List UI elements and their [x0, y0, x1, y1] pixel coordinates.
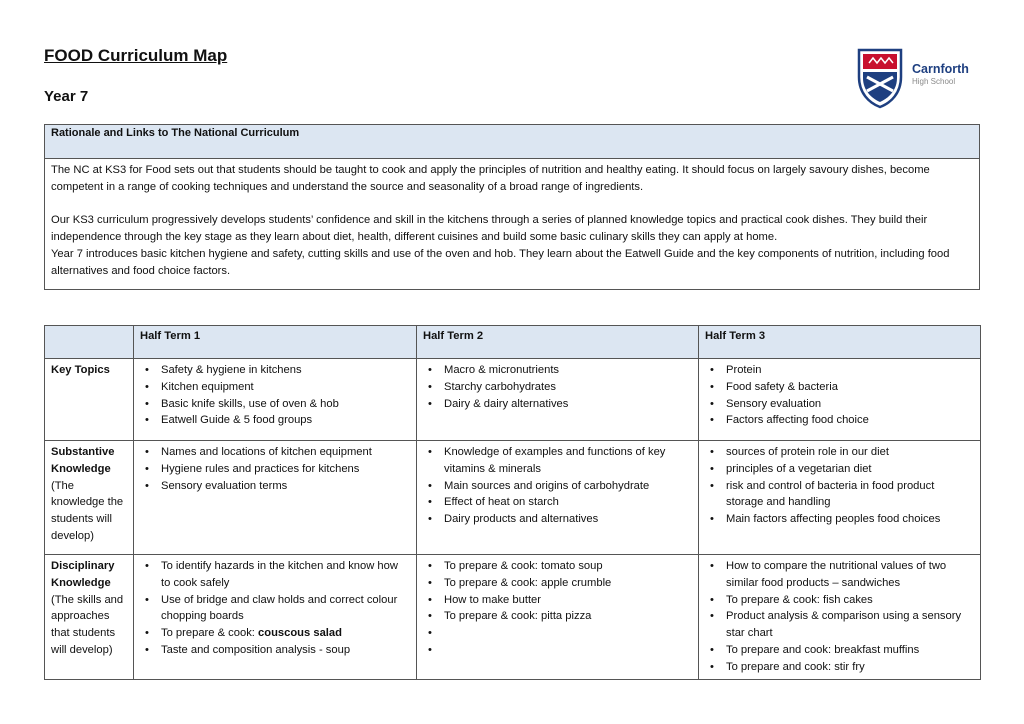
- list-item: • Dairy & dairy alternatives: [423, 396, 692, 413]
- list-item: • Sensory evaluation terms: [140, 478, 410, 495]
- table-cell: [699, 359, 981, 441]
- school-name: Carnforth: [912, 62, 969, 76]
- list-item: • Main factors affecting peoples food choices: [705, 511, 974, 528]
- column-header: Half Term 3: [699, 326, 981, 359]
- school-subtitle: High School: [912, 76, 956, 86]
- list-item: • To prepare and cook: stir fry: [705, 659, 974, 676]
- list-item: • To prepare & cook: fish cakes: [705, 592, 974, 609]
- list-item: • To prepare & cook: pitta pizza: [423, 608, 692, 625]
- row-sublabel: (The skills and approaches that students will develop): [51, 593, 124, 656]
- rationale-heading: Rationale and Links to The National Curriculum: [45, 125, 979, 159]
- list-item: • Food safety & bacteria: [705, 379, 974, 396]
- list-item: • How to make butter: [423, 592, 692, 609]
- rationale-box: [44, 124, 980, 290]
- curriculum-table: [44, 325, 981, 680]
- row-header: [45, 555, 134, 680]
- table-row: [45, 359, 981, 441]
- list-item: • Knowledge of examples and functions of key vitamins & minerals: [423, 444, 692, 478]
- row-label: Substantive Knowledge: [51, 446, 115, 475]
- table-cell: [417, 441, 699, 555]
- school-logo: [855, 47, 985, 109]
- list-item: • Main sources and origins of carbohydrate: [423, 478, 692, 495]
- table-cell: [134, 441, 417, 555]
- list-item: • To prepare & cook: apple crumble: [423, 575, 692, 592]
- column-header: [45, 326, 134, 359]
- year-heading: Year 7: [44, 88, 89, 105]
- list-item: • Starchy carbohydrates: [423, 379, 692, 396]
- list-item: • Eatwell Guide & 5 food groups: [140, 412, 410, 429]
- list-item: • Effect of heat on starch: [423, 494, 692, 511]
- list-item: • principles of a vegetarian diet: [705, 461, 974, 478]
- table-row: [45, 441, 981, 555]
- school-crest-icon: [855, 47, 905, 109]
- list-item: • Taste and composition analysis - soup: [140, 642, 410, 659]
- table-cell: [134, 359, 417, 441]
- row-label: Key Topics: [51, 364, 110, 376]
- list-item: • Factors affecting food choice: [705, 412, 974, 429]
- list-item: • Dairy products and alternatives: [423, 511, 692, 528]
- list-item: • How to compare the nutritional values of two similar food products – sandwiches: [705, 558, 974, 592]
- page-title: FOOD Curriculum Map: [44, 46, 228, 65]
- cook-dish: couscous salad: [258, 627, 342, 640]
- list-item: [140, 625, 410, 642]
- list-item: • Use of bridge and claw holds and correct colour chopping boards: [140, 592, 410, 626]
- list-item: • Product analysis & comparison using a sensory star chart: [705, 608, 974, 642]
- list-item: • Names and locations of kitchen equipment: [140, 444, 410, 461]
- rationale-body: [45, 159, 979, 289]
- column-header: Half Term 2: [417, 326, 699, 359]
- rationale-paragraph: Year 7 introduces basic kitchen hygiene and safety, cutting skills and use of the oven and hob. They learn about the Eatwell Guide and the key components of nutrition, including food alternatives and food choice factors.: [51, 247, 950, 277]
- list-item: • To prepare & cook: tomato soup: [423, 558, 692, 575]
- list-item: • Protein: [705, 362, 974, 379]
- table-row: [45, 555, 981, 680]
- table-header-row: [45, 326, 981, 359]
- rationale-paragraph: Our KS3 curriculum progressively develops students’ confidence and skill in the kitchens through a series of planned knowledge topics and practical cook dishes. They build their independence through the key stage as they learn about diet, health, different cuisines and build some basic culinary skills they can apply at home.: [51, 214, 928, 244]
- list-item: • Macro & micronutrients: [423, 362, 692, 379]
- list-item: • Kitchen equipment: [140, 379, 410, 396]
- row-header: [45, 359, 134, 441]
- table-cell: [699, 441, 981, 555]
- list-item: • risk and control of bacteria in food product storage and handling: [705, 478, 974, 512]
- table-cell: [417, 359, 699, 441]
- column-header: Half Term 1: [134, 326, 417, 359]
- row-header: [45, 441, 134, 555]
- row-label: Disciplinary Knowledge: [51, 560, 115, 589]
- table-cell: [134, 555, 417, 680]
- list-item: [423, 625, 692, 642]
- list-item: • Sensory evaluation: [705, 396, 974, 413]
- row-sublabel: (The knowledge the students will develop): [51, 479, 124, 542]
- rationale-paragraph: The NC at KS3 for Food sets out that students should be taught to cook and apply the principles of nutrition and healthy eating. It should focus on largely savoury dishes, become competent in a range of cooking techniques and understand the source and seasonality of a broad range of ingredients.: [51, 164, 930, 193]
- table-cell: [417, 555, 699, 680]
- list-item: • To identify hazards in the kitchen and know how to cook safely: [140, 558, 410, 592]
- list-item: • Basic knife skills, use of oven & hob: [140, 396, 410, 413]
- list-item: [423, 642, 692, 659]
- list-item: • sources of protein role in our diet: [705, 444, 974, 461]
- table-cell: [699, 555, 981, 680]
- list-item: • To prepare and cook: breakfast muffins: [705, 642, 974, 659]
- cook-prefix: To prepare & cook:: [161, 627, 259, 640]
- list-item: • Safety & hygiene in kitchens: [140, 362, 410, 379]
- list-item: • Hygiene rules and practices for kitchens: [140, 461, 410, 478]
